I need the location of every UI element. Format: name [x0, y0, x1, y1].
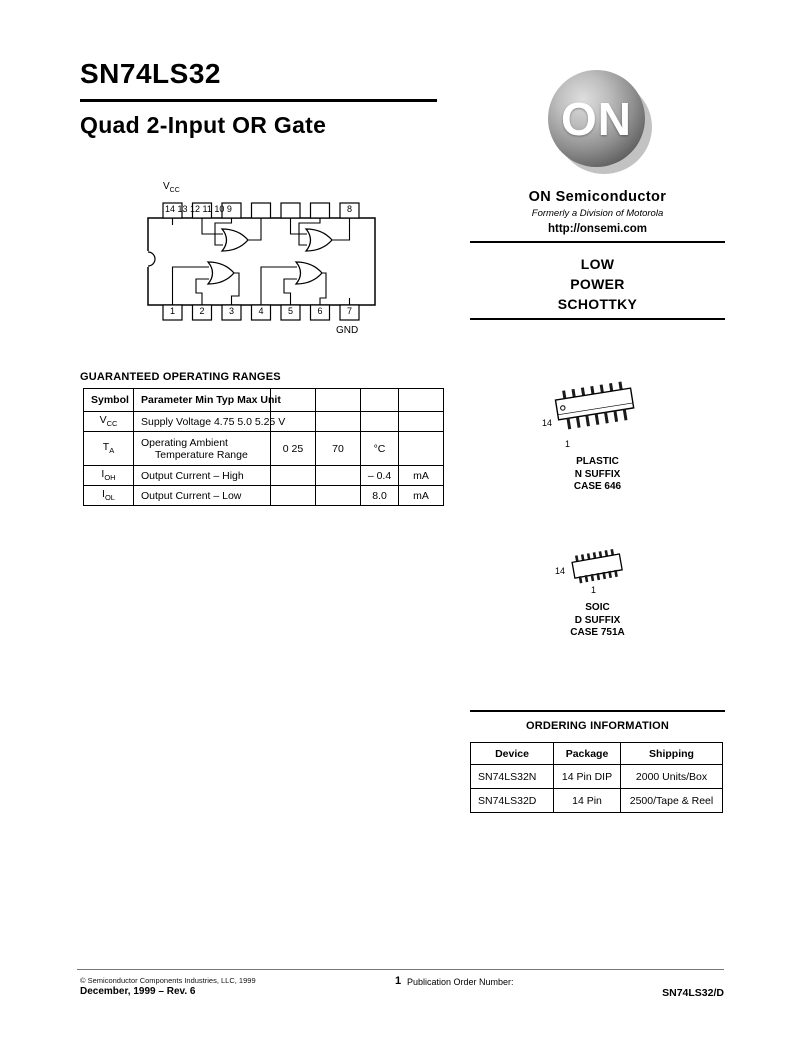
- ordering-header-shipping: Shipping: [621, 743, 723, 765]
- dip-caption-line: N SUFFIX: [574, 468, 621, 480]
- divider: [470, 318, 725, 320]
- dip-caption-line: PLASTIC: [576, 456, 619, 467]
- footer-divider: [77, 969, 724, 970]
- symbol-ta: $T_A$: [84, 432, 134, 466]
- divider: [470, 241, 725, 243]
- family-line-low: LOW: [580, 256, 615, 272]
- ordering-row: SN74LS32N 14 Pin DIP 2000 Units/Box: [471, 765, 723, 789]
- part-number-heading: SN74LS32: [80, 58, 221, 89]
- param-supply-voltage: Supply Voltage 4.75 5.0 5.25 V: [134, 412, 271, 432]
- dip-pin1-label: 1: [565, 439, 571, 449]
- publication-order-number: SN74LS32/D: [662, 987, 724, 999]
- table-row: $I_{OL}$ Output Current – Low 8.0 mA: [84, 486, 444, 506]
- header-symbol: Symbol: [84, 389, 134, 412]
- pin-4-number: 4: [258, 306, 264, 316]
- param-output-high: Output Current – High: [134, 466, 271, 486]
- soic-package-icon: [553, 546, 645, 598]
- on-logo-text: ON: [561, 92, 632, 145]
- symbol-ioh: $I_{OH}$: [84, 466, 134, 486]
- pin-7-number: 7: [346, 306, 352, 316]
- soic-caption-line: D SUFFIX: [574, 614, 621, 626]
- ic-schematic-icon: [138, 198, 390, 323]
- operating-ranges-table: [83, 388, 444, 506]
- table-row: $T_A$ Operating Ambient Temperature Range 0 25 70 °C: [84, 432, 444, 466]
- family-line-schottky: SCHOTTKY: [557, 296, 638, 312]
- dip-caption-line: CASE 646: [573, 481, 622, 492]
- pin-1-number: 1: [169, 306, 175, 316]
- page-number: 1: [395, 975, 402, 987]
- param-output-low: Output Current – Low: [134, 486, 271, 506]
- param-temperature: Operating Ambient Temperature Range: [134, 432, 271, 466]
- vcc-label: [163, 181, 180, 194]
- soic-caption: [470, 602, 725, 640]
- family-line-power: POWER: [570, 276, 625, 292]
- table-row: $I_{OH}$ Output Current – High – 0.4 mA: [84, 466, 444, 486]
- table-header-row: [84, 389, 444, 412]
- dip-pin14-label: 14: [542, 418, 553, 428]
- pin-8-number: 8: [346, 204, 352, 214]
- vcc-base: V: [163, 181, 170, 192]
- dip-caption: [470, 456, 725, 494]
- ordering-table: [470, 742, 723, 813]
- on-logo-icon: [548, 70, 645, 167]
- ordering-header-row: [471, 743, 723, 765]
- pinout-diagram: [138, 180, 390, 345]
- symbol-vcc: $V_{CC}$: [84, 412, 134, 432]
- brand-name: ON Semiconductor: [528, 189, 667, 205]
- footer-date: December, 1999 – Rev. 6: [80, 986, 196, 997]
- page-title: Quad 2-Input OR Gate: [80, 112, 327, 138]
- soic-pin14-label: 14: [555, 566, 566, 576]
- soic-caption-line: CASE 751A: [570, 627, 625, 638]
- title-underline: [80, 99, 437, 102]
- pin-6-number: 6: [317, 306, 323, 316]
- pin-5-number: 5: [287, 306, 293, 316]
- soic-caption-line: SOIC: [585, 602, 610, 613]
- divider: [470, 710, 725, 712]
- vcc-sub: CC: [169, 187, 180, 194]
- ordering-header-package: Package: [554, 743, 621, 765]
- dip-package-icon: [540, 378, 655, 450]
- ordering-header-device: Device: [471, 743, 554, 765]
- family-title: [470, 254, 725, 314]
- copyright-text: © Semiconductor Components Industries, LLC, 1999: [80, 976, 256, 985]
- brand-tagline: Formerly a Division of Motorola: [531, 208, 664, 219]
- table-row: [84, 412, 444, 432]
- gnd-label: GND: [336, 325, 359, 336]
- pin-2-number: 2: [199, 306, 205, 316]
- soic-pin1-label: 1: [591, 585, 597, 595]
- publication-order-label: Publication Order Number:: [407, 977, 514, 987]
- ordering-row: SN74LS32D 14 Pin 2500/Tape & Reel: [471, 789, 723, 813]
- header-rest: Parameter Min Typ Max Unit: [134, 389, 271, 412]
- ordering-heading: ORDERING INFORMATION: [525, 720, 670, 732]
- pin-3-number: 3: [228, 306, 234, 316]
- operating-ranges-heading: GUARANTEED OPERATING RANGES: [80, 371, 281, 383]
- top-pin-numbers: 14 13 12 11 10 9: [165, 204, 232, 214]
- website-link[interactable]: http://onsemi.com: [547, 223, 648, 235]
- symbol-iol: $I_{OL}$: [84, 486, 134, 506]
